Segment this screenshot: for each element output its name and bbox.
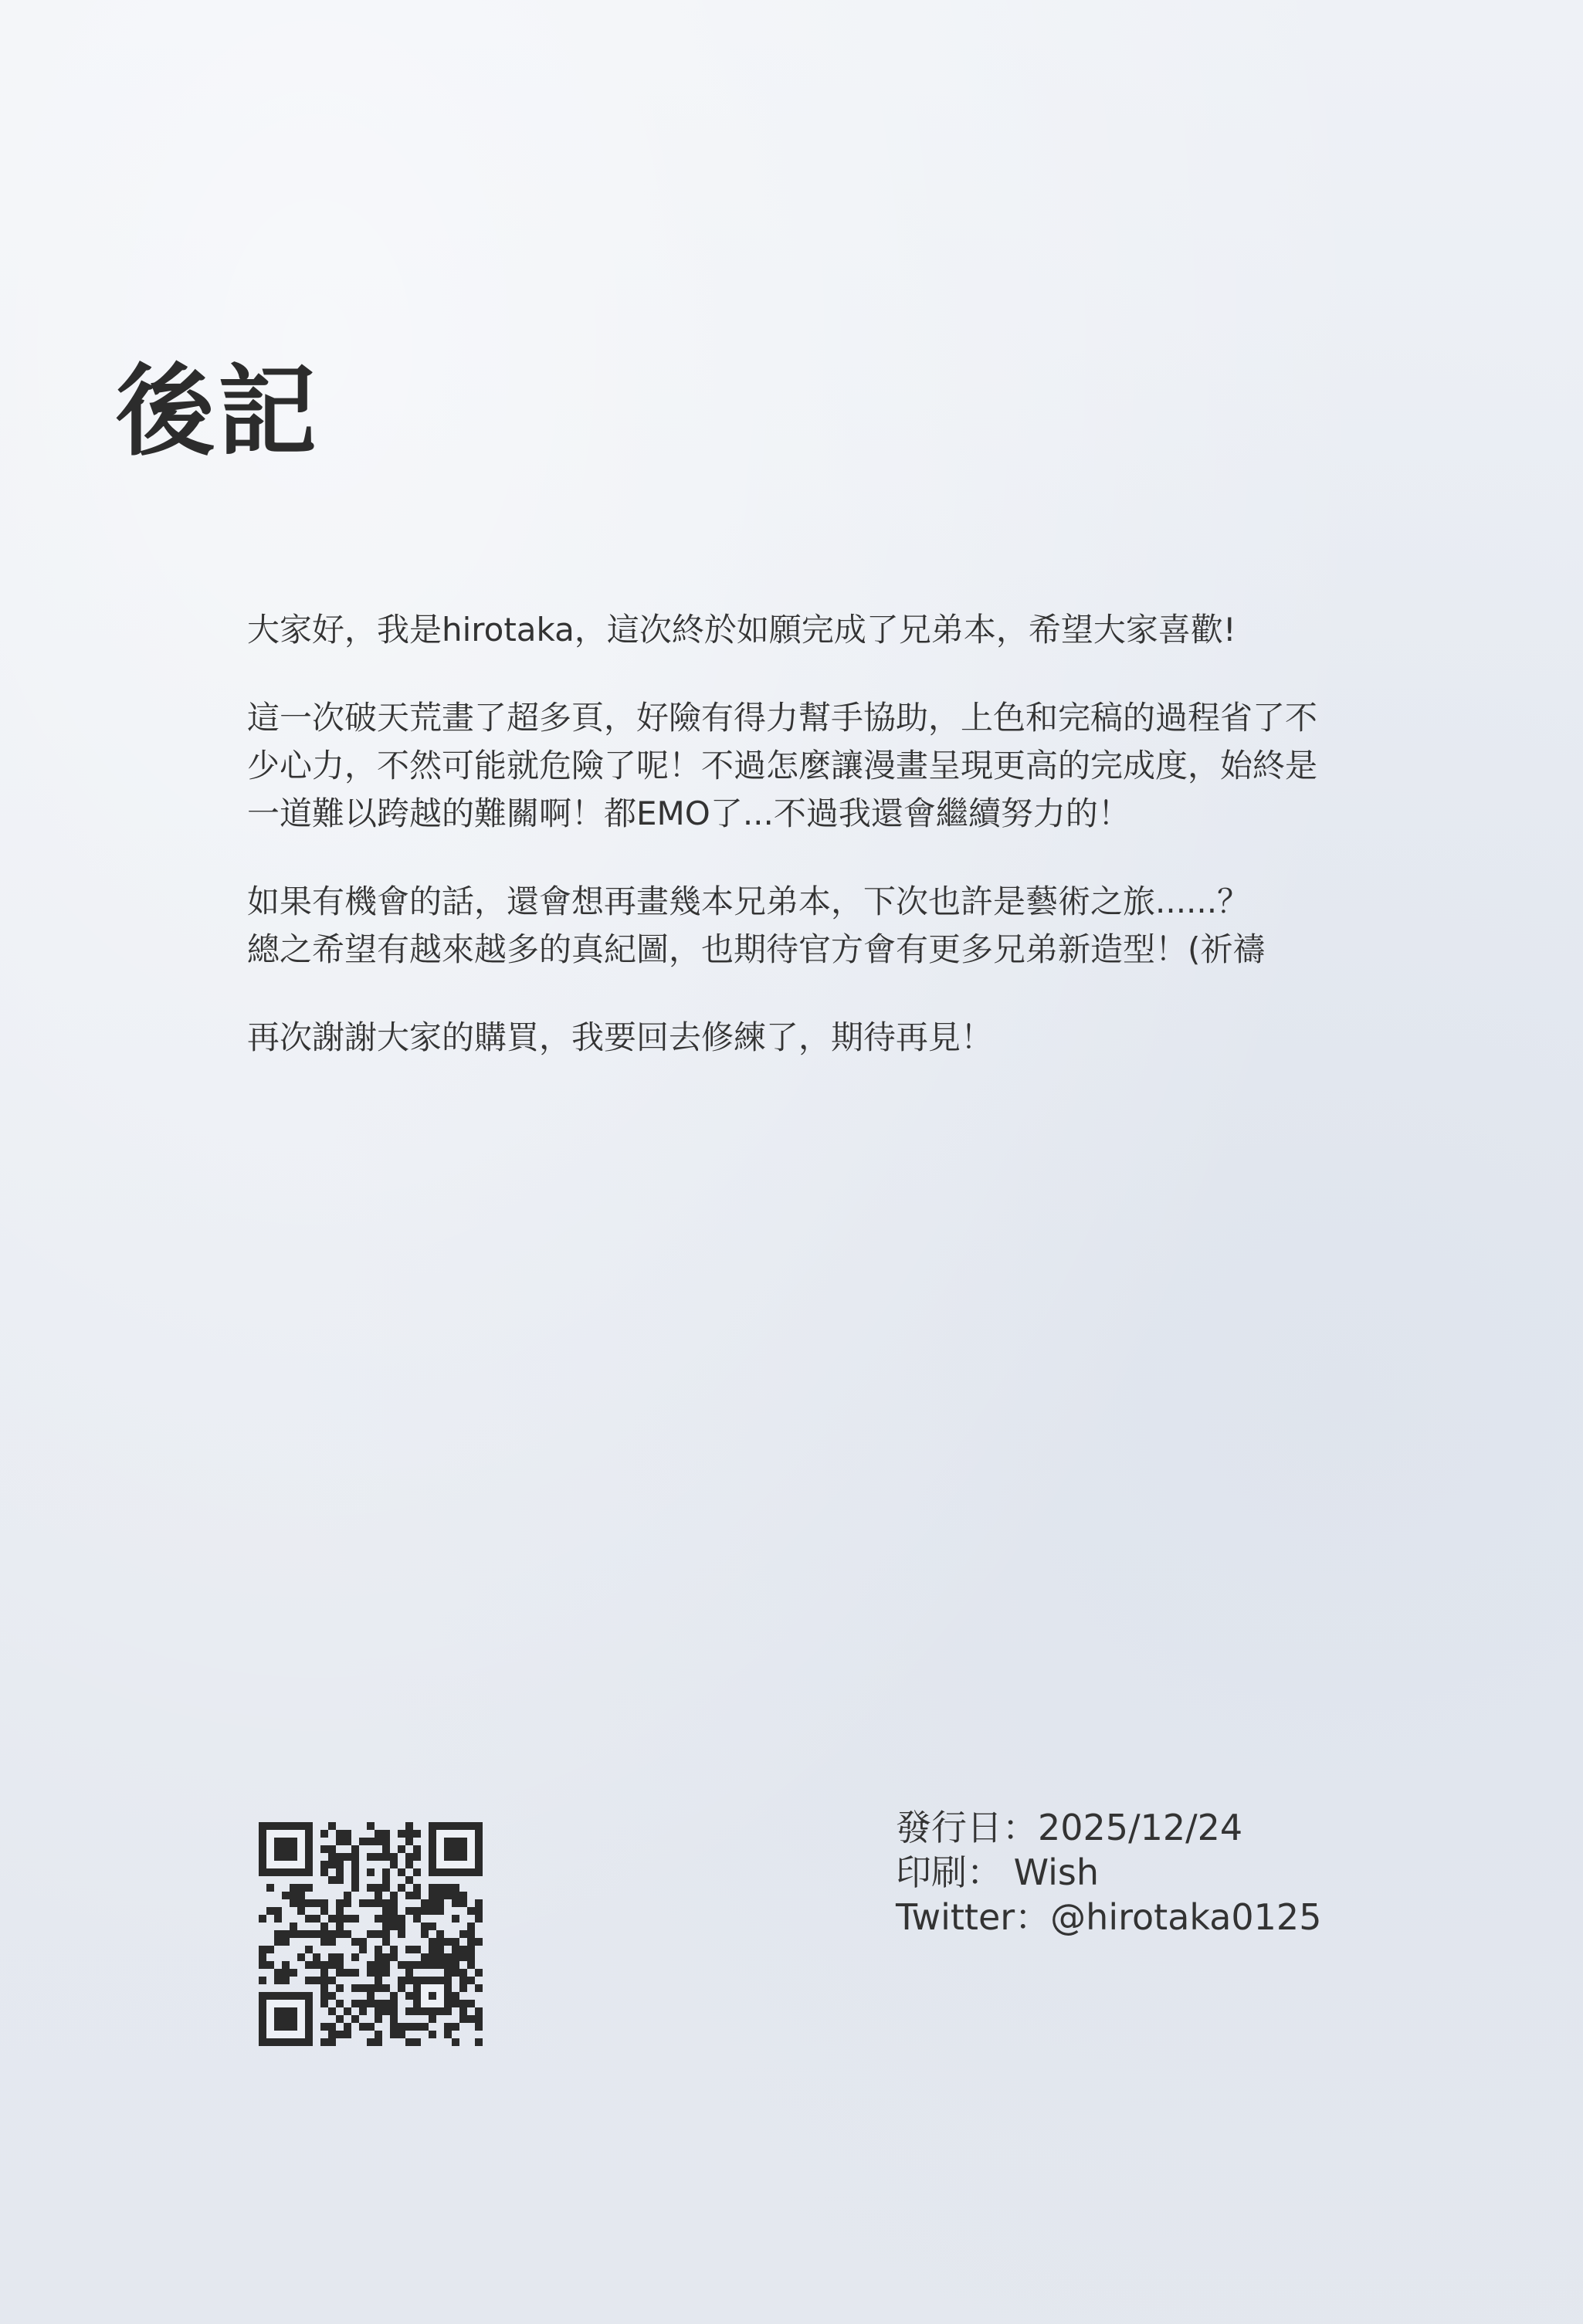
colophon <box>896 1805 1321 1939</box>
paragraph-production <box>247 694 1452 838</box>
text-line: 如果有機會的話，還會想再畫幾本兄弟本，下次也許是藝術之旅......？ <box>247 883 1250 920</box>
afterword-body <box>247 606 1452 1102</box>
text-line: 一道難以跨越的難關啊！都EMO了...不過我還會繼續努力的！ <box>247 794 1130 832</box>
text-line: 少心力，不然可能就危險了呢！不過怎麼讓漫畫呈現更高的完成度，始終是 <box>247 747 1318 784</box>
twitter-handle: Twitter：@hirotaka0125 <box>896 1896 1322 1938</box>
page-title: 後記 <box>116 354 320 469</box>
paragraph-thanks <box>247 1014 1452 1062</box>
text-line: 再次謝謝大家的購買，我要回去修練了，期待再見！ <box>247 1018 994 1056</box>
text-line: 大家好，我是hirotaka，這次終於如願完成了兄弟本，希望大家喜歡! <box>247 611 1236 649</box>
text-line: 總之希望有越來越多的真紀圖，也期待官方會有更多兄弟新造型！(祈禱 <box>247 930 1266 968</box>
text-line: 這一次破天荒畫了超多頁，好險有得力幫手協助，上色和完稿的過程省了不 <box>247 699 1318 737</box>
printer-info: 印刷： Wish <box>896 1851 1099 1893</box>
release-date: 發行日：2025/12/24 <box>896 1807 1243 1848</box>
paragraph-greeting <box>247 606 1452 654</box>
paragraph-future <box>247 878 1452 974</box>
qr-code-icon <box>259 1822 483 2046</box>
